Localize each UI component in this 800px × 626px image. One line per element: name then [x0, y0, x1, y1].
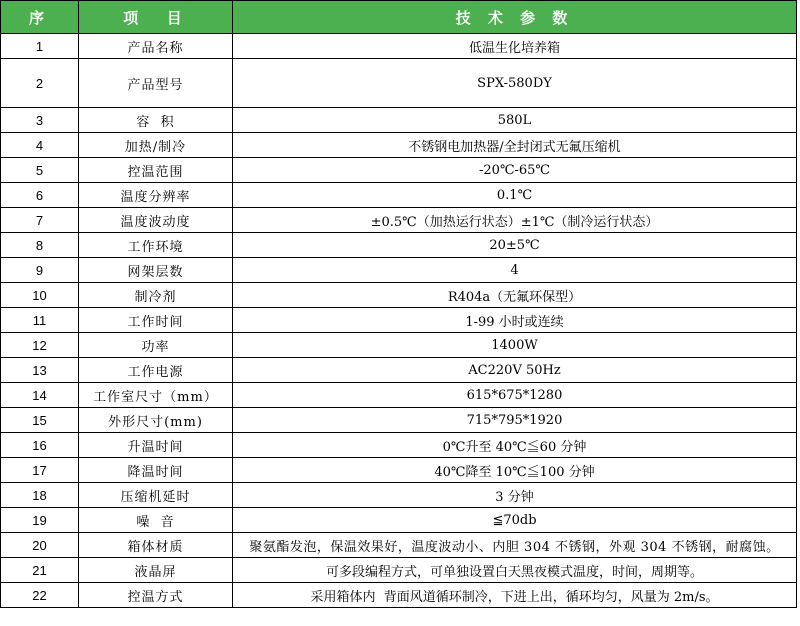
row-item: 加热/制冷	[79, 133, 233, 158]
row-param: 3 分钟	[233, 483, 797, 508]
row-number: 10	[1, 283, 79, 308]
row-param: 聚氨酯发泡，保温效果好，温度波动小、内胆 304 不锈钢，外观 304 不锈钢，耐腐蚀。	[233, 533, 797, 558]
row-param: 0.1℃	[233, 183, 797, 208]
table-row	[1, 283, 797, 308]
row-item: 降温时间	[79, 458, 233, 483]
header-item: 项 目	[79, 1, 233, 34]
table-body	[1, 34, 797, 608]
table-row	[1, 183, 797, 208]
table-row	[1, 333, 797, 358]
row-item: 容 积	[79, 108, 233, 133]
header-param: 技 术 参 数	[233, 1, 797, 34]
table-row	[1, 583, 797, 608]
row-number: 8	[1, 233, 79, 258]
header-no: 序	[1, 1, 79, 34]
row-item: 产品名称	[79, 34, 233, 59]
row-item: 工作时间	[79, 308, 233, 333]
table-row	[1, 508, 797, 533]
row-number: 14	[1, 383, 79, 408]
row-number: 15	[1, 408, 79, 433]
row-item: 压缩机延时	[79, 483, 233, 508]
table-row	[1, 558, 797, 583]
row-param: 580L	[233, 108, 797, 133]
row-param: 采用箱体内 背面风道循环制冷，下进上出，循环均匀，风量为 2m/s。	[233, 583, 797, 608]
row-item: 噪 音	[79, 508, 233, 533]
header-row	[1, 1, 797, 34]
table-row	[1, 108, 797, 133]
row-number: 12	[1, 333, 79, 358]
row-param: 1400W	[233, 333, 797, 358]
row-number: 17	[1, 458, 79, 483]
row-param: SPX-580DY	[233, 59, 797, 108]
row-item: 工作环境	[79, 233, 233, 258]
row-param: -20℃-65℃	[233, 158, 797, 183]
row-number: 1	[1, 34, 79, 59]
row-item: 产品型号	[79, 59, 233, 108]
row-param: 可多段编程方式，可单独设置白天黑夜模式温度，时间，周期等。	[233, 558, 797, 583]
table-row	[1, 408, 797, 433]
row-number: 20	[1, 533, 79, 558]
row-number: 21	[1, 558, 79, 583]
table-row	[1, 458, 797, 483]
row-item: 网架层数	[79, 258, 233, 283]
table-row	[1, 483, 797, 508]
table-row	[1, 383, 797, 408]
row-number: 11	[1, 308, 79, 333]
row-number: 6	[1, 183, 79, 208]
row-item: 升温时间	[79, 433, 233, 458]
table-row	[1, 533, 797, 558]
row-param: 4	[233, 258, 797, 283]
row-number: 3	[1, 108, 79, 133]
row-param: 1-99 小时或连续	[233, 308, 797, 333]
row-item: 工作室尺寸（mm）	[79, 383, 233, 408]
table-header	[1, 1, 797, 34]
row-number: 2	[1, 59, 79, 108]
row-param: 低温生化培养箱	[233, 34, 797, 59]
table-row	[1, 258, 797, 283]
row-param: ±0.5℃（加热运行状态）±1℃（制冷运行状态）	[233, 208, 797, 233]
table-row	[1, 433, 797, 458]
table-row	[1, 208, 797, 233]
row-number: 22	[1, 583, 79, 608]
table-row	[1, 158, 797, 183]
row-item: 制冷剂	[79, 283, 233, 308]
row-item: 外形尺寸(mm)	[79, 408, 233, 433]
row-number: 4	[1, 133, 79, 158]
table-row	[1, 59, 797, 108]
row-number: 19	[1, 508, 79, 533]
row-param: 不锈钢电加热器/全封闭式无氟压缩机	[233, 133, 797, 158]
table-row	[1, 308, 797, 333]
row-item: 控温范围	[79, 158, 233, 183]
row-number: 16	[1, 433, 79, 458]
row-number: 5	[1, 158, 79, 183]
table-row	[1, 358, 797, 383]
row-param: 40℃降至 10℃≦100 分钟	[233, 458, 797, 483]
table-row	[1, 34, 797, 59]
row-param: ≦70db	[233, 508, 797, 533]
row-param: AC220V 50Hz	[233, 358, 797, 383]
row-number: 18	[1, 483, 79, 508]
row-param: R404a（无氟环保型）	[233, 283, 797, 308]
row-number: 7	[1, 208, 79, 233]
row-number: 13	[1, 358, 79, 383]
row-param: 615*675*1280	[233, 383, 797, 408]
row-param: 0℃升至 40℃≦60 分钟	[233, 433, 797, 458]
row-item: 温度分辨率	[79, 183, 233, 208]
row-item: 箱体材质	[79, 533, 233, 558]
row-item: 控温方式	[79, 583, 233, 608]
row-number: 9	[1, 258, 79, 283]
table-row	[1, 233, 797, 258]
table-row	[1, 133, 797, 158]
row-item: 液晶屏	[79, 558, 233, 583]
row-item: 工作电源	[79, 358, 233, 383]
row-param: 20±5℃	[233, 233, 797, 258]
row-item: 温度波动度	[79, 208, 233, 233]
row-param: 715*795*1920	[233, 408, 797, 433]
row-item: 功率	[79, 333, 233, 358]
